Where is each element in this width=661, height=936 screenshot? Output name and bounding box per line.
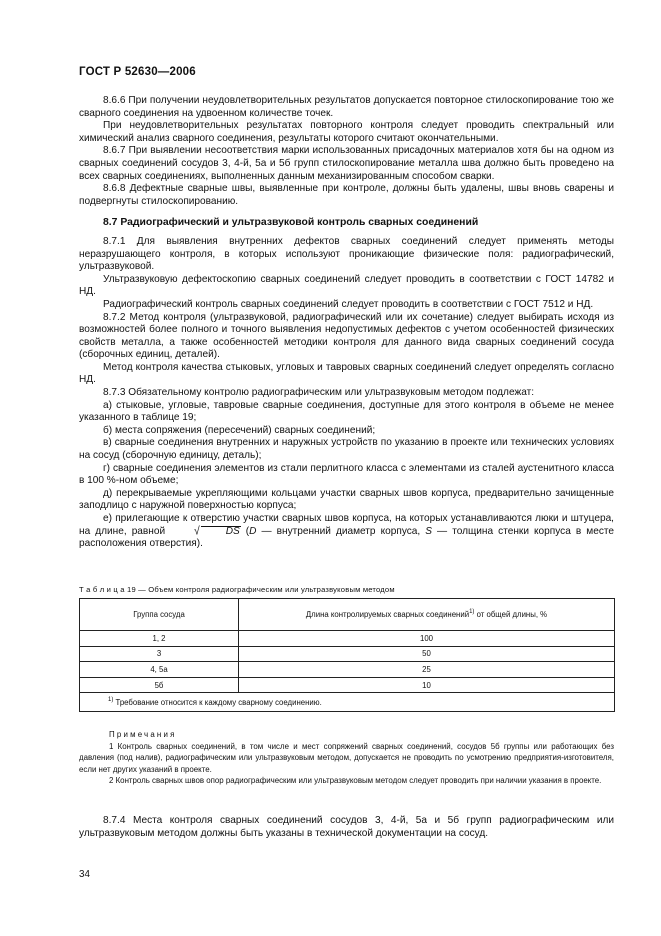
table-row — [80, 662, 615, 678]
paragraph-8-6-8: 8.6.8 Дефектные сварные швы, выявленные при контроле, должны быть удалены, швы вновь сварены и подвергнуты стилоскопированию. — [79, 183, 614, 207]
paragraph-8-7-2: 8.7.2 Метод контроля (ультразвуковой, радиографический или их сочетание) следует выбирать исходя из возможностей более полного и точного выявления недопустимых дефектов с учетом особенностей физических свойств металла, а также особенностей методики контроля для данного вида сварных соединений сосуда (сборочных единиц, деталей). — [79, 311, 614, 361]
table-caption: Т а б л и ц а 19 — Объем контроля радиографическим или ультразвуковым методом — [79, 585, 395, 594]
formula-ds: DS — [201, 526, 241, 537]
list-item-b: б) места сопряжения (пересечений) сварных соединений; — [103, 424, 376, 436]
paragraph-8-7-4: 8.7.4 Места контроля сварных соединений сосудов 3, 4-й, 5а и 5б групп радиографическим или ультразвуковым методом должны быть указаны в технической документации на сосуд. — [79, 815, 614, 839]
cell-group: 1, 2 — [80, 631, 239, 647]
table-row — [80, 631, 615, 647]
paragraph-radiographic: Радиографический контроль сварных соединений следует проводить в соответствии с ГОСТ 7512 и НД. — [103, 298, 594, 310]
list-item-e-middle: — внутренний диаметр корпуса, — [256, 525, 426, 537]
list-item-e — [79, 513, 614, 551]
list-item-e-start: е) прилегающие к отверстию участки сварных швов корпуса, на которых устанавливаются люки и штуцера, на длине, равной — [79, 513, 614, 537]
variable-d: D — [249, 525, 257, 537]
note-item: 1 Контроль сварных соединений, в том числе и мест сопряжений сварных соединений, сосудов 5б группы или работающих без давления (под налив), радиографическим или ультразвуковым методом, допускается не проводить по усмотрению предприятия-изготовителя, если нет других указаний в проекте. — [79, 741, 614, 774]
note-item: 2 Контроль сварных швов опор радиографическим или ультразвуковым методом следует проводить при наличии указания в проекте. — [109, 776, 602, 786]
cell-value: 100 — [239, 631, 615, 647]
page-number: 34 — [79, 869, 90, 880]
table-footnote-row — [80, 693, 615, 712]
header-length-tail: от общей длины, % — [474, 610, 548, 619]
paragraph-repeat-control: При неудовлетворительных результатах повторного контроля следует проводить спектральный или химический анализ сварного соединения, результаты которого считают окончательными. — [79, 120, 614, 144]
header-footnote-mark: 1) — [469, 609, 475, 615]
notes-title: Примечания — [109, 730, 177, 739]
list-item-v: в) сварные соединения внутренних и наружных устройств по указанию в проекте или технических условиях на сосуд (сборочную единицу, деталь); — [79, 437, 614, 462]
table-row — [80, 677, 615, 693]
list-item-a: а) стыковые, угловые, тавровые сварные соединения, доступные для этого контроля в объеме не менее указанного в таблице 19; — [79, 399, 614, 424]
paragraph-8-7-3: 8.7.3 Обязательному контролю радиографическим или ультразвуковым методом подлежат: — [103, 387, 535, 399]
standard-header: ГОСТ Р 52630—2006 — [79, 66, 196, 78]
cell-group: 4, 5а — [80, 662, 239, 678]
list-item-g: г) сварные соединения элементов из стали перлитного класса с элементами из сталей аустенитного класса в 100 %-ном объеме; — [79, 462, 614, 487]
header-length-text: Длина контролируемых сварных соединений — [305, 610, 470, 619]
paragraph-8-6-7: 8.6.7 При выявлении несоответствия марки использованных присадочных материалов хотя бы на одном из сварных соединений сосудов 3, 4-й, 5а и 5б групп стилоскопирование металла шва должно быть проведено на всех сварных соединениях, выполненных данным механизированным способом сварки. — [79, 145, 614, 182]
paragraph-8-6-6: 8.6.6 При получении неудовлетворительных результатов допускается повторное стилоскопирование тою же сварного соединения на удвоенном количестве точек. — [79, 95, 614, 119]
notes-block — [79, 729, 614, 787]
list-item-e-end: — толщина стенки корпуса в месте расположения отверстия). — [79, 525, 614, 550]
cell-value: 10 — [239, 677, 615, 693]
variable-s: S — [425, 525, 432, 537]
list-item-d: д) перекрываемые укрепляющими кольцами участки сварных швов корпуса, предварительно зачищенные заподлицо с наружной поверхностью корпуса; — [79, 487, 614, 512]
paragraph-ultrasonic: Ультразвуковую дефектоскопию сварных соединений следует проводить в соответствии с ГОСТ 14782 и НД. — [79, 273, 614, 298]
footnote-mark: 1) — [108, 696, 114, 703]
table-row — [80, 646, 615, 662]
paren-open: ( — [240, 525, 250, 537]
cell-value: 25 — [239, 662, 615, 678]
paragraph-method-nd: Метод контроля качества стыковых, угловых и тавровых сварных соединений следует определять согласно НД. — [79, 361, 614, 386]
section-heading-8-7: 8.7 Радиографический и ультразвуковой контроль сварных соединений — [103, 217, 479, 229]
footnote-text: Требование относится к каждому сварному соединению. — [113, 697, 322, 707]
header-control-length — [239, 599, 615, 631]
header-vessel-group: Группа сосуда — [80, 599, 239, 631]
paragraph-8-7-1: 8.7.1 Для выявления внутренних дефектов сварных соединений следует применять методы неразрушающего контроля, в которых используют проникающие физические поля: радиографический, ультразвуковой. — [79, 235, 614, 273]
control-volume-table — [79, 598, 615, 712]
cell-group: 5б — [80, 677, 239, 693]
table-header-row — [80, 599, 615, 631]
table-footnote — [80, 693, 615, 712]
sqrt-sign: √ — [194, 524, 200, 538]
cell-value: 50 — [239, 646, 615, 662]
final-section — [79, 815, 614, 840]
cell-group: 3 — [80, 646, 239, 662]
body-text — [79, 95, 614, 551]
